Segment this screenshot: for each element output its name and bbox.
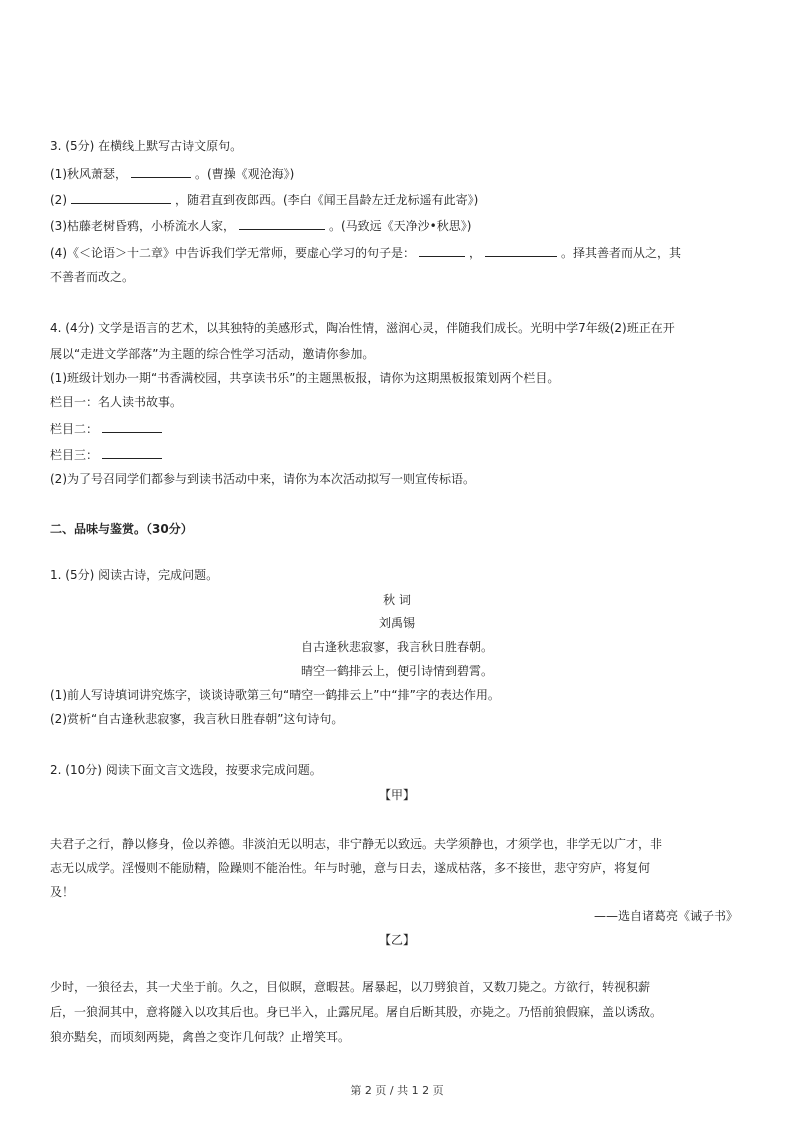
page-number: 第 2 页 / 共 1 2 页 <box>350 1084 444 1097</box>
passage-jia-line: 夫君子之行，静以修身，俭以养德。非淡泊无以明志，非宁静无以致远。夫学须静也，才须学也，非学无以广才，非 <box>50 837 663 851</box>
q3-line-2 <box>50 191 478 208</box>
q4-stem-2: 展以“走进文学部落”为主题的综合性学习活动，邀请你参加。 <box>50 347 375 361</box>
answer-blank[interactable] <box>102 420 162 433</box>
q3-line-2-text-b: ，随君直到夜郎西。(李白《闻王昌龄左迁龙标遥有此寄》) <box>175 193 479 207</box>
classical-question-stem: 2. (10分) 阅读下面文言文选段，按要求完成问题。 <box>50 763 322 777</box>
passage-yi-line: 少时，一狼径去，其一犬坐于前。久之，目似瞑，意暇甚。屠暴起，以刀劈狼首，又数刀毙之。方欲行，转视积薪 <box>50 980 651 994</box>
q3-line-4-text-b: ， <box>469 246 482 260</box>
poem-title: 秋 词 <box>383 593 411 607</box>
q4-column-1: 栏目一：名人读书故事。 <box>50 395 183 409</box>
q3-stem: 3. (5分) 在横线上默写古诗文原句。 <box>50 139 243 153</box>
passage-jia-source: ——选自诸葛亮《诫子书》 <box>593 909 738 923</box>
answer-blank[interactable] <box>419 244 465 257</box>
q3-line-1-text-a: (1)秋风萧瑟， <box>50 167 127 181</box>
q3-line-2-text-a: (2) <box>50 193 67 207</box>
passage-jia-title: 【甲】 <box>378 788 415 802</box>
passage-jia-line: 及！ <box>50 885 75 899</box>
q3-line-4-text-a: (4)《＜论语＞十二章》中告诉我们学无常师，要虚心学习的句子是： <box>50 246 416 260</box>
q3-line-4 <box>50 244 681 261</box>
poem-subquestion-2: (2)赏析“自古逢秋悲寂寥，我言秋日胜春朝”这句诗句。 <box>50 712 344 726</box>
poem-subquestion-1: (1)前人写诗填词讲究炼字，谈谈诗歌第三句“晴空一鹤排云上”中“排”字的表达作用。 <box>50 688 500 702</box>
q4-column-2 <box>50 420 166 437</box>
q3-line-4-cont: 不善者而改之。 <box>50 270 135 284</box>
poem-line: 自古逢秋悲寂寥，我言秋日胜春朝。 <box>300 640 493 654</box>
answer-blank[interactable] <box>485 244 557 257</box>
passage-yi-line: 狼亦黠矣，而顷刻两毙，禽兽之变诈几何哉？止增笑耳。 <box>50 1030 351 1044</box>
answer-blank[interactable] <box>102 446 162 459</box>
passage-yi-line: 后，一狼洞其中，意将隧入以攻其后也。身已半入，止露尻尾。屠自后断其股，亦毙之。乃悟前狼假寐，盖以诱敌。 <box>50 1005 663 1019</box>
q4-stem-1: 4. (4分) 文学是语言的艺术，以其独特的美感形式，陶冶性情，滋润心灵，伴随我们成长。光明中学7年级(2)班正在开 <box>50 321 675 335</box>
q3-line-4-text-c: 。择其善者而从之，其 <box>561 246 682 260</box>
q4-part-2: (2)为了号召同学们都参与到读书活动中来，请你为本次活动拟写一则宣传标语。 <box>50 472 476 486</box>
q3-line-3-text-a: (3)枯藤老树昏鸦，小桥流水人家， <box>50 219 235 233</box>
answer-blank[interactable] <box>131 165 191 178</box>
q4-column-2-label: 栏目二： <box>50 422 99 436</box>
q4-column-3-label: 栏目三： <box>50 448 99 462</box>
poem-line: 晴空一鹤排云上，便引诗情到碧霄。 <box>300 664 493 678</box>
answer-blank[interactable] <box>71 191 171 204</box>
q3-line-1 <box>50 165 294 182</box>
passage-jia-line: 志无以成学。淫慢则不能励精，险躁则不能治性。年与时驰，意与日去，遂成枯落，多不接世，悲守穷庐，将复何 <box>50 861 651 875</box>
q3-line-1-text-b: 。(曹操《观沧海》) <box>195 167 295 181</box>
poem-author: 刘禹锡 <box>378 616 415 630</box>
answer-blank[interactable] <box>239 217 325 230</box>
q3-line-3 <box>50 217 471 234</box>
q4-part-1: (1)班级计划办一期“书香满校园，共享读书乐”的主题黑板报，请你为这期黑板报策划两个栏目。 <box>50 371 560 385</box>
q3-line-3-text-b: 。(马致远《天净沙•秋思》) <box>329 219 472 233</box>
section-title: 二、品味与鉴赏。（30分） <box>50 522 193 536</box>
poem-question-stem: 1. (5分) 阅读古诗，完成问题。 <box>50 568 219 582</box>
passage-yi-title: 【乙】 <box>378 933 415 947</box>
q4-column-3 <box>50 446 166 463</box>
